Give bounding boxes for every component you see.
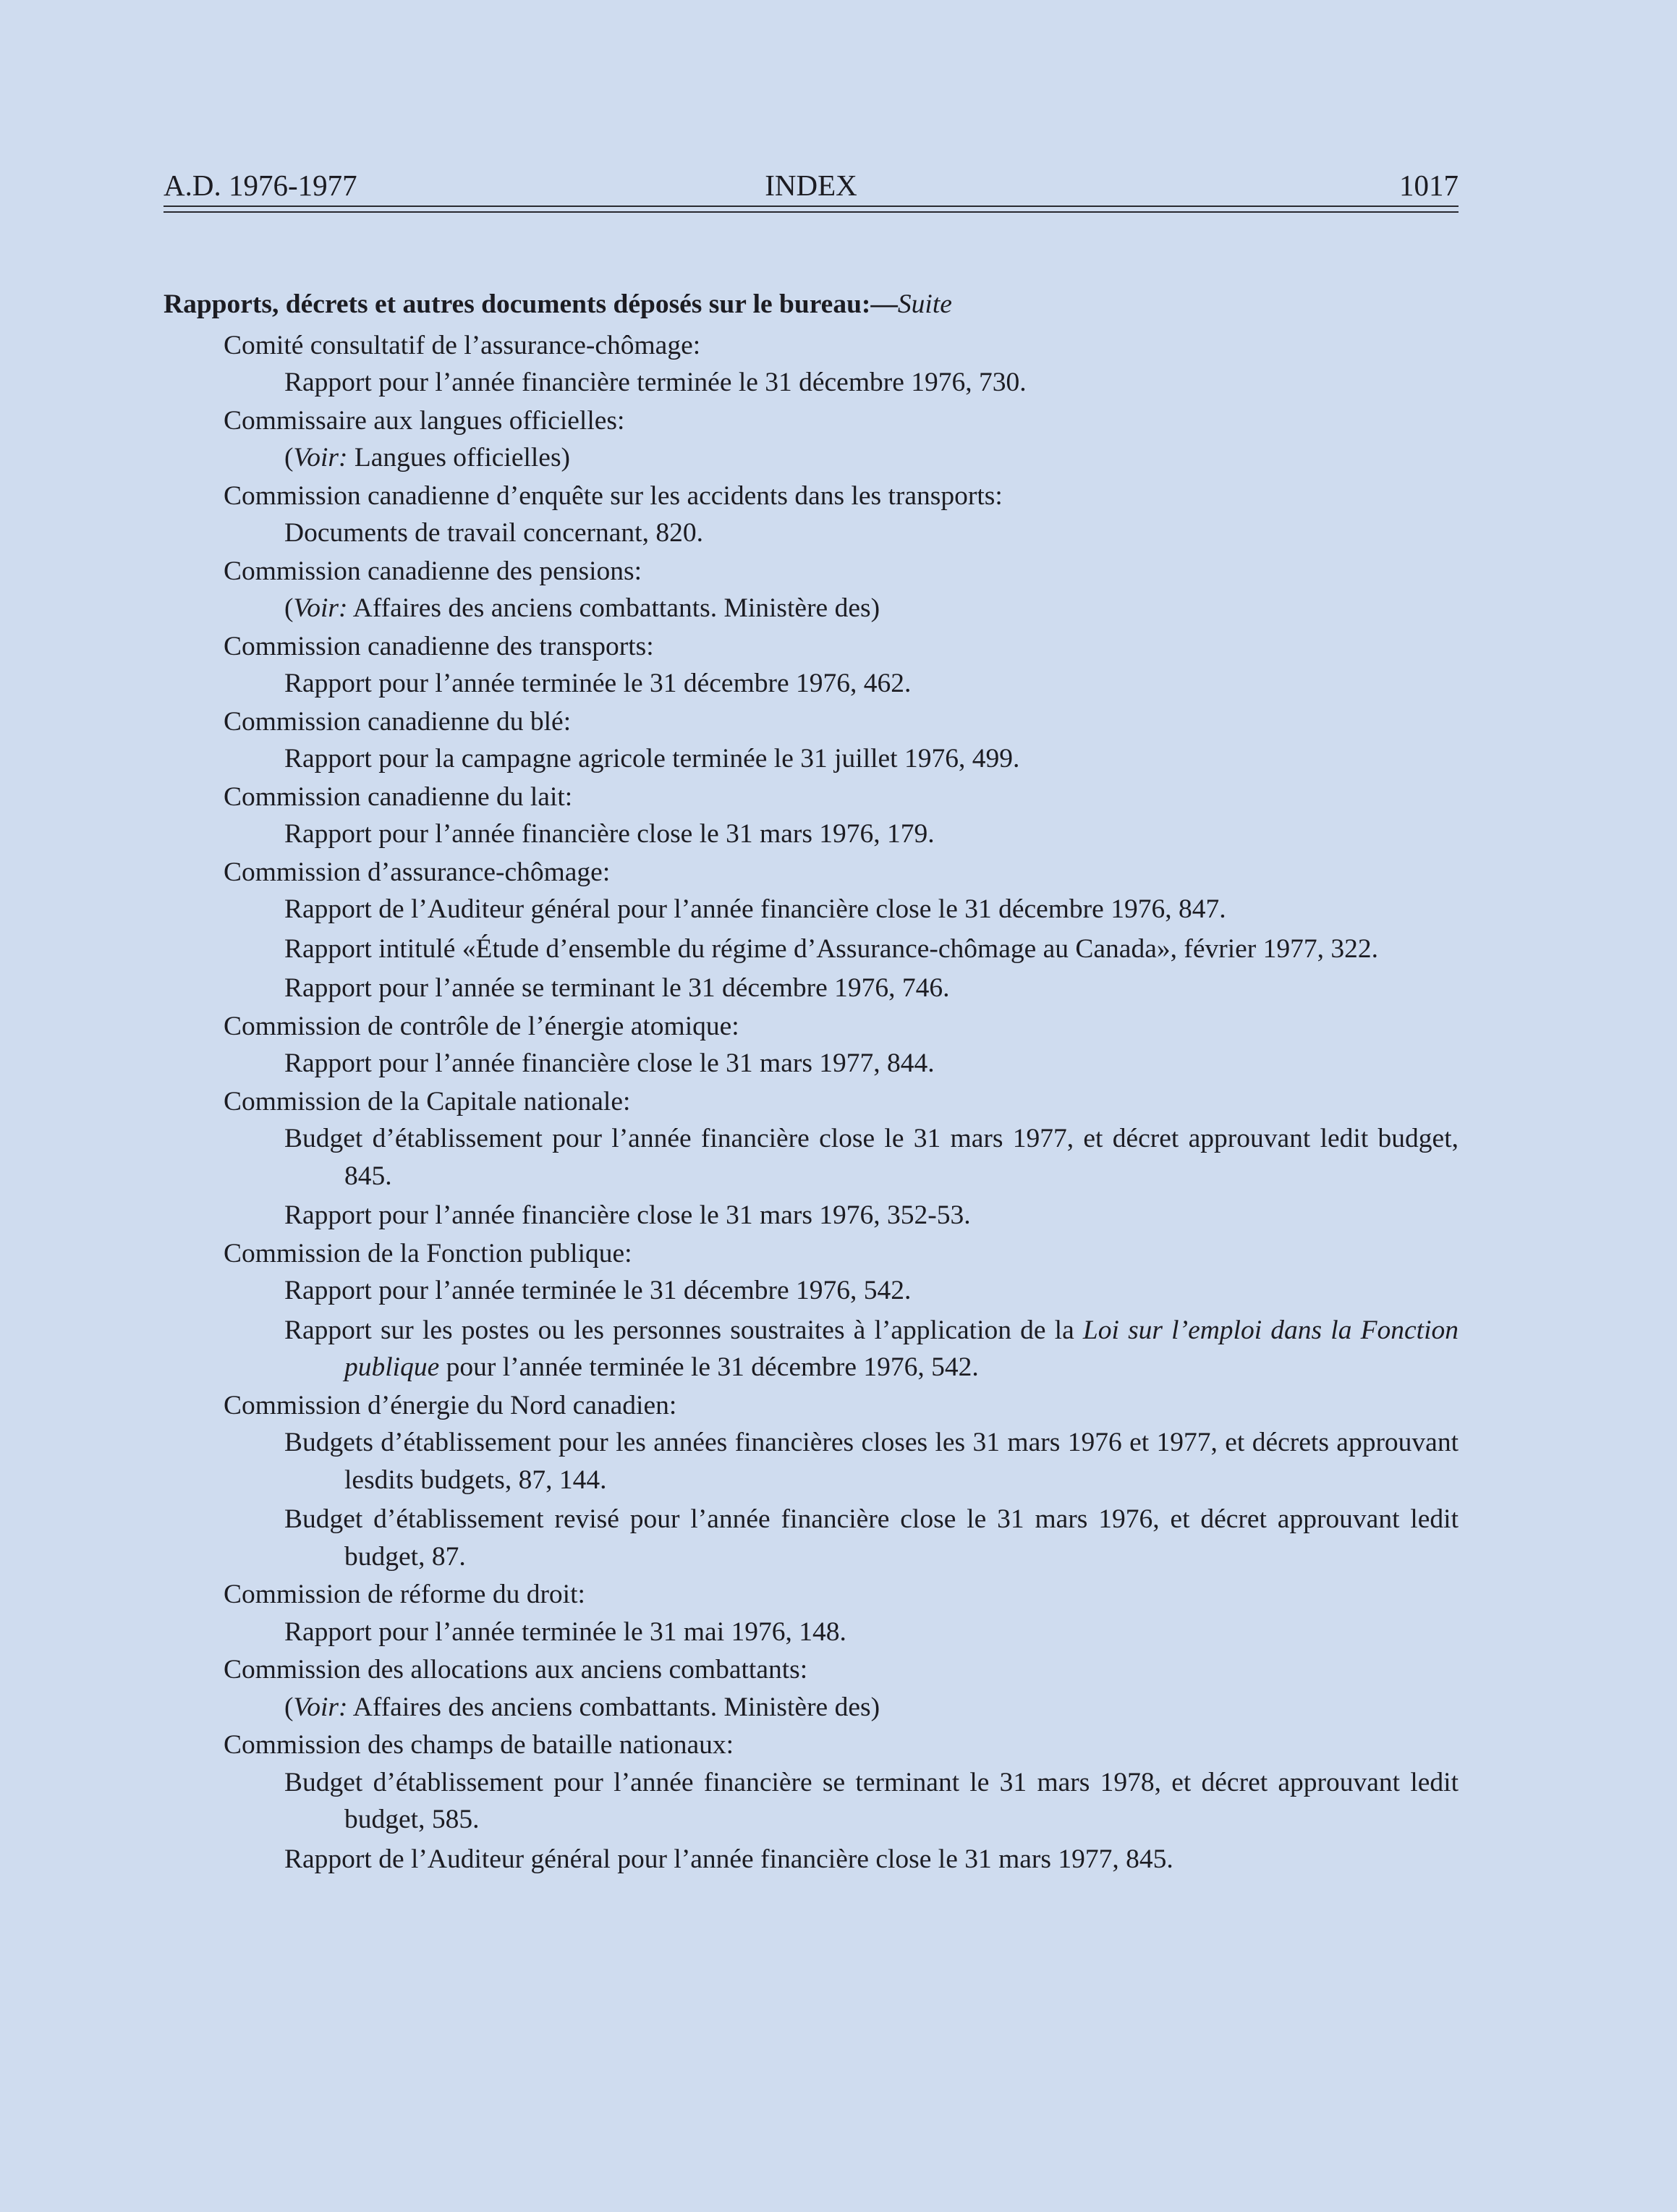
see-open-paren: (	[284, 1692, 294, 1722]
entry-subitem	[164, 439, 1459, 477]
see-reference-label: Voir:	[293, 443, 348, 473]
entry-title: Commission de la Capitale nationale:	[224, 1086, 631, 1116]
index-entry	[164, 628, 1459, 703]
entry-subitem: Budgets d’établissement pour les années financières closes les 31 mars 1976 et 1977, et décrets approuvant lesdits budgets, 87, 144.	[284, 1428, 1459, 1495]
entry-subitem: Rapport pour l’année terminée le 31 décembre 1976, 542.	[284, 1276, 912, 1305]
subitem-text: pour l’année terminée le 31 décembre 1976, 542.	[439, 1352, 979, 1382]
index-entries	[164, 327, 1459, 1878]
page-header	[164, 164, 1459, 207]
header-title: INDEX	[765, 169, 857, 202]
see-reference-target: Langues officielles)	[347, 443, 571, 473]
entry-title: Commission de contrôle de l’énergie atomique:	[224, 1011, 739, 1041]
index-entry	[164, 779, 1459, 853]
header-rule-top	[164, 205, 1459, 207]
entry-title: Commission canadienne d’enquête sur les accidents dans les transports:	[224, 480, 1003, 511]
index-entry	[164, 1651, 1459, 1726]
index-entry	[164, 402, 1459, 477]
section-heading-text: Rapports, décrets et autres documents déposés sur le bureau:—	[164, 289, 898, 319]
entry-title: Commission des champs de bataille nationaux:	[224, 1730, 734, 1760]
index-entry	[164, 1235, 1459, 1386]
entry-title: Commission d’assurance-chômage:	[224, 857, 611, 887]
entry-title: Commissaire aux langues officielles:	[224, 405, 625, 436]
index-entry	[164, 854, 1459, 1007]
section-heading	[164, 286, 1459, 323]
entry-subitem: Rapport pour l’année se terminant le 31 décembre 1976, 746.	[284, 973, 950, 1003]
entry-title: Commission canadienne des transports:	[224, 631, 654, 661]
index-entry	[164, 1008, 1459, 1082]
entry-subitem: Budget d’établissement revisé pour l’année financière close le 31 mars 1976, et décret approuvant ledit budget, 87.	[284, 1504, 1459, 1572]
index-entry	[164, 703, 1459, 778]
entry-subitem: Documents de travail concernant, 820.	[284, 518, 703, 548]
entry-title: Comité consultatif de l’assurance-chômage:	[224, 330, 701, 360]
section-heading-suffix: Suite	[897, 289, 952, 319]
header-years: A.D. 1976-1977	[164, 169, 357, 202]
entry-subitem: Rapport pour la campagne agricole terminée le 31 juillet 1976, 499.	[284, 744, 1020, 774]
see-reference-label: Voir:	[293, 1692, 348, 1722]
entry-subitem: Rapport pour l’année financière terminée le 31 décembre 1976, 730.	[284, 368, 1027, 397]
entry-subitem	[164, 1689, 1459, 1726]
entry-subitem	[164, 590, 1459, 627]
entry-title: Commission d’énergie du Nord canadien:	[224, 1390, 677, 1420]
entry-title: Commission des allocations aux anciens combattants:	[224, 1655, 808, 1685]
entry-title: Commission de réforme du droit:	[224, 1580, 585, 1609]
header-rule-bottom	[164, 211, 1459, 213]
entry-title: Commission canadienne des pensions:	[224, 556, 642, 586]
index-entry	[164, 478, 1459, 552]
entry-subitem: Rapport pour l’année financière close le 31 mars 1977, 844.	[284, 1048, 935, 1078]
entry-subitem: Rapport de l’Auditeur général pour l’année financière close le 31 mars 1977, 845.	[284, 1844, 1173, 1874]
entry-subitem: Rapport pour l’année terminée le 31 décembre 1976, 462.	[284, 669, 912, 698]
index-entry	[164, 327, 1459, 402]
see-reference-target: Affaires des anciens combattants. Ministère des)	[347, 593, 880, 623]
entry-subitem: Rapport de l’Auditeur général pour l’année financière close le 31 décembre 1976, 847.	[284, 894, 1226, 924]
see-open-paren: (	[284, 443, 294, 473]
see-reference-target: Affaires des anciens combattants. Ministère des)	[347, 1692, 880, 1722]
entry-subitem: Rapport pour l’année financière close le 31 mars 1976, 179.	[284, 819, 935, 849]
entry-subitem: Budget d’établissement pour l’année financière se terminant le 31 mars 1978, et décret approuvant ledit budget, 585.	[284, 1767, 1459, 1834]
entry-title: Commission canadienne du blé:	[224, 706, 572, 737]
entry-subitem: Rapport intitulé «Étude d’ensemble du régime d’Assurance-chômage au Canada», février 1977, 322.	[284, 933, 1379, 964]
entry-title: Commission de la Fonction publique:	[224, 1238, 632, 1268]
index-entry	[164, 1083, 1459, 1234]
index-entry	[164, 553, 1459, 627]
page-number: 1017	[1399, 169, 1459, 202]
index-entry	[164, 1726, 1459, 1878]
see-reference-label: Voir:	[293, 593, 348, 623]
index-entry	[164, 1576, 1459, 1650]
see-open-paren: (	[284, 593, 294, 623]
entry-title: Commission canadienne du lait:	[224, 781, 573, 812]
index-entry	[164, 1387, 1459, 1576]
entry-subitem: Rapport pour l’année financière close le 31 mars 1976, 352-53.	[284, 1200, 971, 1230]
act-title: Loi sur l’emploi dans la Fonction publique	[344, 1315, 1459, 1382]
entry-subitem: Budget d’établissement pour l’année financière close le 31 mars 1977, et décret approuvant ledit budget, 845.	[284, 1124, 1459, 1191]
entry-subitem: Rapport pour l’année terminée le 31 mai 1976, 148.	[284, 1616, 846, 1647]
subitem-text: Rapport sur les postes ou les personnes soustraites à l’application de la	[284, 1315, 1083, 1345]
index-content	[164, 286, 1459, 1878]
entry-subitem	[164, 1312, 1459, 1386]
